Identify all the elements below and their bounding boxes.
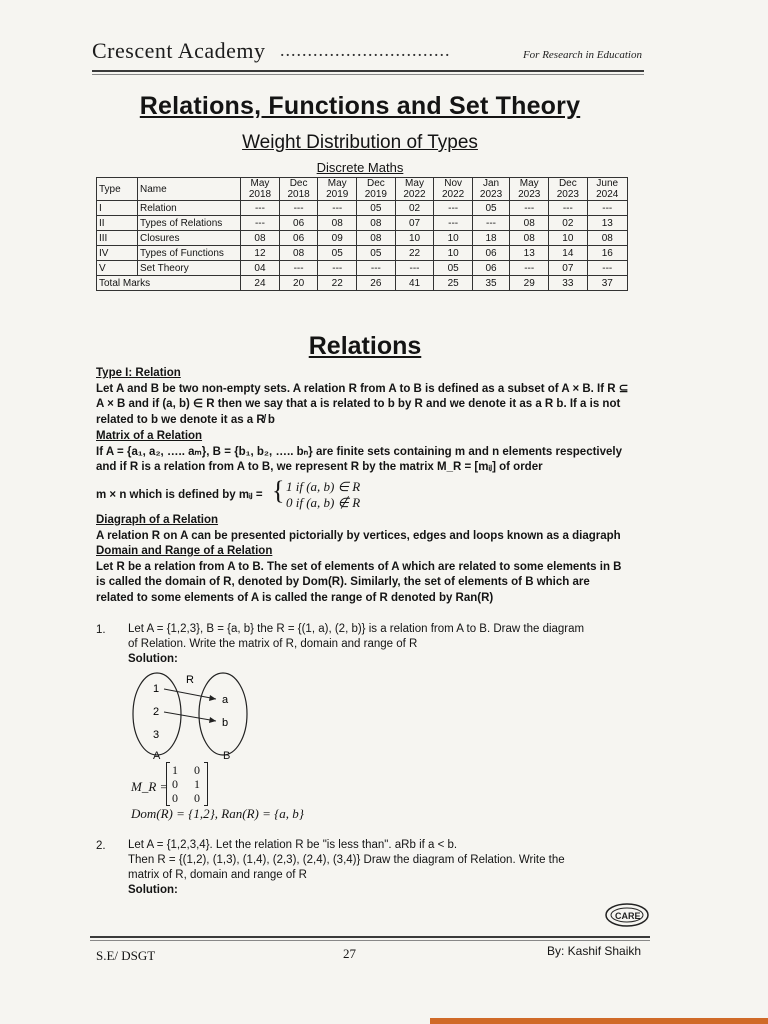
q2-solution-label: Solution: bbox=[128, 884, 178, 896]
marks-cell: --- bbox=[587, 261, 628, 276]
matrix-heading: Matrix of a Relation bbox=[96, 430, 203, 442]
footer-rule-thin bbox=[90, 940, 650, 941]
marks-cell: 22 bbox=[395, 246, 434, 261]
col-header: May 2023 bbox=[510, 178, 549, 201]
name-cell: Closures bbox=[138, 231, 241, 246]
marks-cell: 05 bbox=[357, 246, 395, 261]
marks-cell: --- bbox=[434, 201, 472, 216]
marks-cell: --- bbox=[279, 201, 317, 216]
arrowhead bbox=[209, 717, 216, 723]
total-cell: 35 bbox=[472, 276, 509, 291]
type-cell: III bbox=[97, 231, 138, 246]
marks-cell: --- bbox=[549, 201, 587, 216]
marks-cell: 02 bbox=[395, 201, 434, 216]
marks-cell: 06 bbox=[279, 216, 317, 231]
total-cell: 41 bbox=[395, 276, 434, 291]
q2-line-3: matrix of R, domain and range of R bbox=[128, 869, 307, 881]
matrix-cell: 1 bbox=[194, 777, 200, 791]
table-row bbox=[97, 261, 628, 276]
matrix-block bbox=[96, 429, 630, 476]
question-2 bbox=[128, 838, 638, 898]
name-cell: Types of Functions bbox=[138, 246, 241, 261]
q2-line-1: Let A = {1,2,3,4}. Let the relation R be "is less than". aRb if a < b. bbox=[128, 839, 458, 851]
marks-cell: --- bbox=[434, 216, 472, 231]
matrix-cell: 0 bbox=[172, 791, 178, 805]
marks-cell: 08 bbox=[318, 216, 357, 231]
marks-cell: 06 bbox=[472, 246, 509, 261]
table-row bbox=[97, 246, 628, 261]
marks-cell: 06 bbox=[279, 231, 317, 246]
table-row bbox=[97, 216, 628, 231]
set-b-ellipse bbox=[199, 673, 247, 755]
marks-cell: 04 bbox=[241, 261, 280, 276]
marks-cell: 10 bbox=[395, 231, 434, 246]
matrix-cell: 1 bbox=[172, 763, 178, 777]
marks-cell: --- bbox=[318, 261, 357, 276]
total-cell: 33 bbox=[549, 276, 587, 291]
section-title: Relations bbox=[308, 332, 422, 360]
marks-cell: 08 bbox=[279, 246, 317, 261]
name-cell: Relation bbox=[138, 201, 241, 216]
marks-cell: 08 bbox=[587, 231, 628, 246]
marks-cell: 08 bbox=[357, 216, 395, 231]
element-a: a bbox=[222, 694, 229, 706]
marks-cell: 18 bbox=[472, 231, 509, 246]
question-number: 2. bbox=[96, 840, 106, 852]
marks-cell: 14 bbox=[549, 246, 587, 261]
element-b: b bbox=[222, 717, 229, 729]
table-header-row bbox=[97, 178, 628, 201]
arrow-2-b bbox=[164, 712, 216, 721]
question-1 bbox=[128, 622, 638, 667]
marks-cell: 06 bbox=[472, 261, 509, 276]
digraph-heading: Diagraph of a Relation bbox=[96, 514, 219, 526]
matrix-case-0: 0 if (a, b) ∉ R bbox=[286, 495, 361, 510]
header-rule-thin bbox=[92, 74, 644, 75]
type-cell: IV bbox=[97, 246, 138, 261]
svg-text:CARE: CARE bbox=[615, 911, 641, 921]
matrix-label: M_R = bbox=[131, 779, 169, 794]
footer-course: S.E/ DSGT bbox=[96, 948, 156, 963]
marks-cell: 05 bbox=[357, 201, 395, 216]
marks-cell: --- bbox=[357, 261, 395, 276]
col-header: May 2019 bbox=[318, 178, 357, 201]
brand-name: Crescent Academy bbox=[92, 38, 266, 63]
col-header: June 2024 bbox=[587, 178, 628, 201]
total-row bbox=[97, 276, 628, 291]
marks-cell: 08 bbox=[241, 231, 280, 246]
matrix-brace: { bbox=[272, 476, 285, 505]
header-rule bbox=[92, 70, 644, 72]
marks-cell: 10 bbox=[434, 231, 472, 246]
marks-cell: --- bbox=[318, 201, 357, 216]
total-cell: 24 bbox=[241, 276, 280, 291]
domain-block bbox=[96, 544, 630, 606]
set-b-label: B bbox=[223, 750, 231, 762]
q1-result: Dom(R) = {1,2}, Ran(R) = {a, b} bbox=[131, 806, 305, 821]
domain-heading: Domain and Range of a Relation bbox=[96, 545, 273, 557]
question-number: 1. bbox=[96, 624, 106, 636]
col-header: Dec 2018 bbox=[279, 178, 317, 201]
element-2: 2 bbox=[153, 706, 160, 718]
digraph-block bbox=[96, 513, 630, 544]
marks-cell: --- bbox=[587, 201, 628, 216]
col-header: May 2022 bbox=[395, 178, 434, 201]
type1-definition: Let A and B be two non-empty sets. A relation R from A to B is defined as a subset of A × B. If R ⊆ A × B and if (a, b) ∈ R then we say that a is related to b by R and we denote it as a R b. If a is not related to b we denote it as a R̸ b bbox=[96, 382, 629, 426]
page-title: Relations, Functions and Set Theory bbox=[139, 92, 581, 120]
col-header: Dec 2019 bbox=[357, 178, 395, 201]
digraph-text: A relation R on A can be presented pictorially by vertices, edges and loops known as a diagraph bbox=[96, 529, 621, 542]
marks-cell: 10 bbox=[549, 231, 587, 246]
col-header: Type bbox=[97, 178, 138, 201]
marks-cell: 08 bbox=[510, 231, 549, 246]
col-header: May 2018 bbox=[241, 178, 280, 201]
total-cell: 22 bbox=[318, 276, 357, 291]
weight-title: Weight Distribution of Types bbox=[242, 132, 478, 153]
weight-table bbox=[96, 177, 628, 291]
col-header: Dec 2023 bbox=[549, 178, 587, 201]
name-cell: Set Theory bbox=[138, 261, 241, 276]
col-header: Nov 2022 bbox=[434, 178, 472, 201]
marks-cell: --- bbox=[241, 216, 280, 231]
marks-cell: 05 bbox=[434, 261, 472, 276]
page-number: 27 bbox=[343, 946, 356, 961]
q1-solution-label: Solution: bbox=[128, 653, 178, 665]
total-cell: 20 bbox=[279, 276, 317, 291]
total-cell: 37 bbox=[587, 276, 628, 291]
element-3: 3 bbox=[153, 729, 160, 741]
matrix-case-1: 1 if (a, b) ∈ R bbox=[286, 479, 361, 494]
matrix-cell: 0 bbox=[172, 777, 178, 791]
marks-cell: 08 bbox=[510, 216, 549, 231]
q1-line-2: of Relation. Write the matrix of R, domain and range of R bbox=[128, 638, 418, 650]
marks-cell: 10 bbox=[434, 246, 472, 261]
type-cell: II bbox=[97, 216, 138, 231]
marks-cell: --- bbox=[510, 261, 549, 276]
total-cell: 25 bbox=[434, 276, 472, 291]
marks-cell: 05 bbox=[318, 246, 357, 261]
marks-cell: --- bbox=[510, 201, 549, 216]
marks-cell: 05 bbox=[472, 201, 509, 216]
marks-cell: --- bbox=[472, 216, 509, 231]
type1-heading: Type I: Relation bbox=[96, 367, 181, 379]
matrix-cell: 0 bbox=[194, 763, 200, 777]
arrow-1-a bbox=[164, 689, 216, 699]
marks-cell: 07 bbox=[395, 216, 434, 231]
matrix-order bbox=[96, 487, 263, 501]
col-header: Jan 2023 bbox=[472, 178, 509, 201]
arrowhead bbox=[209, 695, 216, 701]
matrix-cell: 0 bbox=[194, 791, 200, 805]
marks-cell: 13 bbox=[510, 246, 549, 261]
marks-cell: --- bbox=[395, 261, 434, 276]
name-cell: Types of Relations bbox=[138, 216, 241, 231]
total-cell: 29 bbox=[510, 276, 549, 291]
col-header: Name bbox=[138, 178, 241, 201]
footer-rule bbox=[90, 936, 650, 938]
type1-block bbox=[96, 366, 630, 428]
header-dots: ............................... bbox=[280, 40, 451, 60]
table-row bbox=[97, 201, 628, 216]
marks-cell: 12 bbox=[241, 246, 280, 261]
relation-label: R bbox=[186, 674, 194, 686]
marks-cell: 02 bbox=[549, 216, 587, 231]
q1-line-1: Let A = {1,2,3}, B = {a, b} the R = {(1, a), (2, b)} is a relation from A to B. Draw the diagram bbox=[128, 623, 585, 635]
matrix-text: If A = {a₁, a₂, ….. aₘ}, B = {b₁, b₂, ….. bₙ} are finite sets containing m and n elements respectively and if R is a relation from A to B, we represent R by the matrix M_R = [mᵢⱼ] of order bbox=[96, 445, 622, 473]
marks-cell: --- bbox=[279, 261, 317, 276]
set-a-label: A bbox=[153, 750, 161, 762]
q2-line-2: Then R = {(1,2), (1,3), (1,4), (2,3), (2,4), (3,4)} Draw the diagram of Relation. Write the bbox=[128, 854, 565, 866]
type-cell: I bbox=[97, 201, 138, 216]
marks-cell: 07 bbox=[549, 261, 587, 276]
marks-cell: 09 bbox=[318, 231, 357, 246]
relation-diagram bbox=[120, 670, 260, 770]
table-caption: Discrete Maths bbox=[316, 160, 404, 175]
element-1: 1 bbox=[153, 683, 160, 695]
marks-cell: --- bbox=[241, 201, 280, 216]
footer-author: By: Kashif Shaikh bbox=[547, 944, 642, 958]
bottom-edge-strip bbox=[430, 1018, 768, 1024]
matrix-order-text: m × n which is defined by mᵢⱼ = bbox=[96, 489, 263, 501]
care-logo bbox=[604, 902, 650, 928]
marks-cell: 13 bbox=[587, 216, 628, 231]
result-matrix bbox=[166, 763, 208, 805]
header-tagline: For Research in Education bbox=[522, 49, 642, 61]
table-row bbox=[97, 231, 628, 246]
total-cell: 26 bbox=[357, 276, 395, 291]
marks-cell: 16 bbox=[587, 246, 628, 261]
total-label: Total Marks bbox=[97, 276, 241, 291]
marks-cell: 08 bbox=[357, 231, 395, 246]
domain-text: Let R be a relation from A to B. The set of elements of A which are related to some elements in B is called the domain of R, denoted by Dom(R). Similarly, the set of elements of B which are related to some elements of A is called the range of R denoted by Ran(R) bbox=[96, 560, 622, 604]
type-cell: V bbox=[97, 261, 138, 276]
